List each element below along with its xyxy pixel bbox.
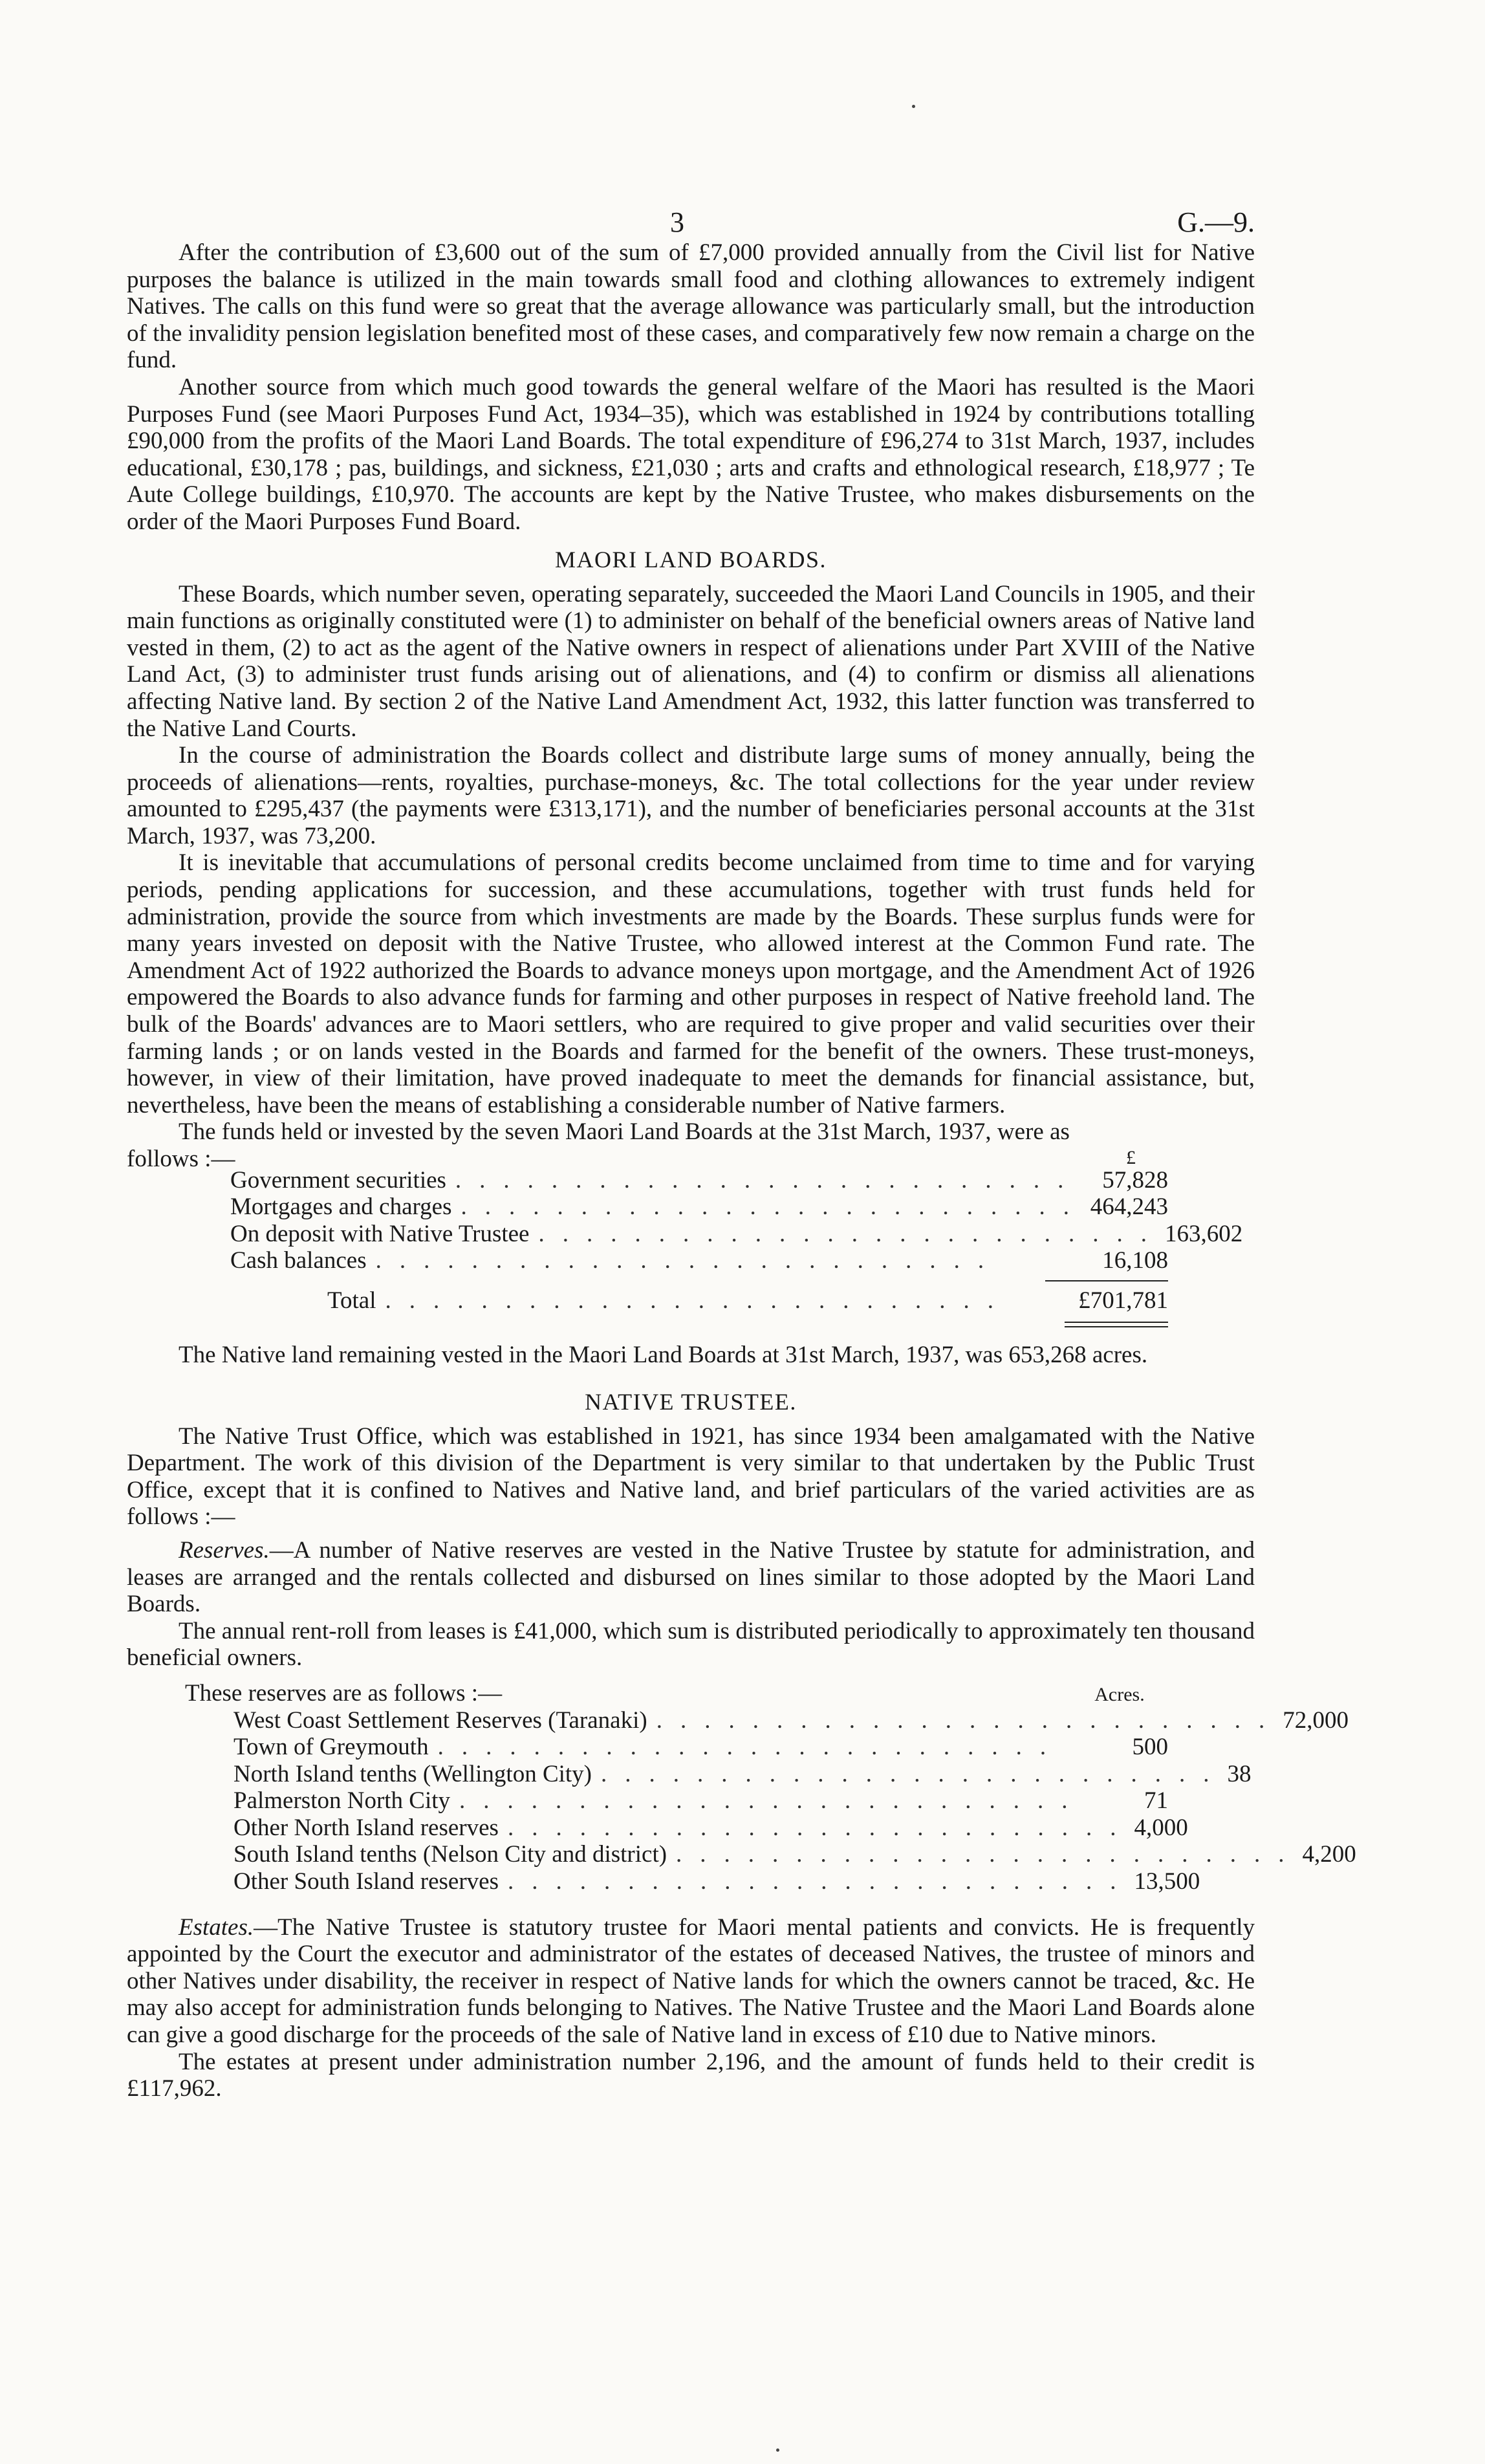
leader-dots: .......................... xyxy=(656,1706,1283,1734)
reserves-title: Reserves. xyxy=(179,1536,270,1564)
leader-dots: .......................... xyxy=(455,1166,1082,1194)
reserve-label: Other North Island reserves xyxy=(233,1814,499,1841)
leader-dots: .......................... xyxy=(385,1287,1012,1314)
ink-speck xyxy=(912,105,915,108)
reserve-acres: 4,000 xyxy=(1134,1814,1188,1841)
reserve-label: Town of Greymouth xyxy=(233,1734,429,1761)
civil-list-paragraph: After the contribution of £3,600 out of the sum of £7,000 provided annually from the Civil list for Native purposes the balance is utilized in the main towards small food and clothing allowances to extremely indigent Natives. The calls on this fund were so great that the average allowance was particularly small, but the introduction of the invalidity pension legislation benefited most of these cases, and comparatively few now remain a charge on the fund. xyxy=(127,239,1255,374)
leader-dots: .......................... xyxy=(437,1734,1065,1761)
table-row xyxy=(233,1814,1188,1841)
document-code: G.—9. xyxy=(1177,206,1255,238)
table-row xyxy=(233,1787,1168,1814)
page-header xyxy=(127,0,1255,239)
reserve-acres: 71 xyxy=(1144,1787,1168,1815)
estates-summary-paragraph: The estates at present under administration number 2,196, and the amount of funds held to their credit is £117,962. xyxy=(127,2048,1255,2102)
estates-paragraph xyxy=(127,1914,1255,2049)
leader-dots: .......................... xyxy=(375,1247,1003,1274)
leader-dots: .......................... xyxy=(507,1868,1134,1895)
leader-dots: .......................... xyxy=(538,1220,1165,1247)
fund-value: 163,602 xyxy=(1164,1220,1243,1247)
fund-value: 464,243 xyxy=(1090,1194,1168,1221)
table-row xyxy=(230,1166,1168,1194)
funds-intro-line: The funds held or invested by the seven Maori Land Boards at the 31st March, 1937, were as xyxy=(179,1118,1070,1146)
reserve-label: North Island tenths (Wellington City) xyxy=(233,1760,592,1787)
estates-text: —The Native Trustee is statutory trustee for Maori mental patients and convicts. He is frequently appointed by the Court the executor and administrator of the estates of deceased Natives, the trustee of minors and other Natives under disability, the receiver in respect of Native lands for which the owners cannot be traced, &c. He may also accept for administration funds belonging to Natives. The Native Trustee and the Maori Land Boards alone can give a good discharge for the proceeds of the sale of Native land in excess of £10 due to Native minors. xyxy=(127,1913,1255,2049)
leader-dots: .......................... xyxy=(507,1814,1134,1841)
maori-purposes-fund-paragraph: Another source from which much good towards the general welfare of the Maori has resulted is the Maori Purposes Fund (see Maori Purposes Fund Act, 1934–35), which was established in 1924 by contributions totalling £90,000 from the profits of the Maori Land Boards. The total expenditure of £96,274 to 31st March, 1937, includes educational, £30,178 ; pas, buildings, and sickness, £21,030 ; arts and crafts and ethnological research, £18,977 ; Te Aute College buildings, £10,970. The accounts are kept by the Native Trustee, who makes disbursements on the order of the Maori Purposes Fund Board. xyxy=(127,373,1255,535)
fund-label: Cash balances xyxy=(230,1247,367,1274)
leader-dots: .......................... xyxy=(461,1194,1087,1221)
boards-functions-paragraph: These Boards, which number seven, operating separately, succeeded the Maori Land Councils in 1905, and their main functions as originally constituted were (1) to administer on behalf of the beneficial owners areas of Native land vested in them, (2) to act as the agent of the Native owners in respect of alienations under Part XVIII of the Native Land Act, (3) to administer trust funds arising out of alienations, and (4) to confirm or dismiss all alienations affecting Native land. By section 2 of the Native Land Amendment Act, 1932, this latter function was transferred to the Native Land Courts. xyxy=(127,580,1255,742)
table-row xyxy=(233,1760,1252,1787)
maori-land-boards-heading: MAORI LAND BOARDS. xyxy=(554,546,827,572)
boards-investments-paragraph: It is inevitable that accumulations of personal credits become unclaimed from time to time and for varying periods, pending applications for succession, and these accumulations, together with trust funds held for administration, provide the source from which investments are made by the Boards. These surplus funds were for many years invested on deposit with the Native Trustee, who allowed interest at the Common Fund rate. The Amendment Act of 1922 authorized the Boards to advance moneys upon mortgage, and the Amendment Act of 1926 empowered the Boards to also advance funds for farming and other purposes in respect of Native freehold land. The bulk of the Boards' advances are to Maori settlers, who are required to give proper and valid securities over their farming lands ; or on lands vested in the Boards and farmed for the benefit of the owners. These trust-moneys, however, in view of their limitation, have proved inadequate to meet the demands for financial assistance, but, nevertheless, have been the means of establishing a considerable number of Native farmers. xyxy=(127,849,1255,1118)
estates-title: Estates. xyxy=(179,1913,254,1941)
table-row xyxy=(230,1193,1168,1220)
fund-label: Government securities xyxy=(230,1166,446,1194)
reserve-acres: 13,500 xyxy=(1134,1868,1200,1895)
trust-office-paragraph: The Native Trust Office, which was established in 1921, has since 1934 been amalgamated with the Native Department. The work of this division of the Department is very similar to that undertaken by the Public Trust Office, except that it is confined to Natives and Native land, and brief particulars of the varied activities are as follows :— xyxy=(127,1423,1255,1531)
funds-table xyxy=(230,1146,1243,1327)
reserves-intro: These reserves are as follows :— xyxy=(185,1679,503,1706)
native-trustee-heading: NATIVE TRUSTEE. xyxy=(585,1388,797,1415)
table-row xyxy=(230,1220,1243,1247)
leader-dots: .......................... xyxy=(601,1760,1228,1787)
reserve-label: South Island tenths (Nelson City and district) xyxy=(233,1841,667,1868)
remaining-land-paragraph: The Native land remaining vested in the Maori Land Boards at 31st March, 1937, was 653,268 acres. xyxy=(179,1341,1148,1368)
ink-speck xyxy=(776,2448,779,2452)
reserve-acres: 72,000 xyxy=(1283,1706,1349,1734)
document-page xyxy=(127,0,1356,2102)
page-number: 3 xyxy=(670,206,684,238)
funds-intro-follows: follows :— xyxy=(127,1146,235,1172)
reserves-table xyxy=(185,1679,1356,1895)
acres-unit-label: Acres. xyxy=(1094,1683,1145,1705)
table-row xyxy=(233,1840,1356,1868)
reserve-label: Palmerston North City xyxy=(233,1787,451,1815)
total-rule xyxy=(230,1280,1168,1281)
reserves-paragraph xyxy=(127,1537,1255,1618)
total-double-rule xyxy=(230,1322,1168,1327)
leader-dots: .......................... xyxy=(459,1787,1086,1815)
fund-value: 57,828 xyxy=(1102,1166,1168,1194)
boards-collections-paragraph: In the course of administration the Boards collect and distribute large sums of money annually, being the proceeds of alienations—rents, royalties, purchase-moneys, &c. The total collections for the year under review amounted to £295,437 (the payments were £313,171), and the number of beneficiaries personal accounts at the 31st March, 1937, was 73,200. xyxy=(127,742,1255,849)
reserve-label: Other South Island reserves xyxy=(233,1868,499,1895)
reserves-header xyxy=(185,1679,1168,1706)
reserve-acres: 38 xyxy=(1227,1760,1252,1787)
currency-symbol: £ xyxy=(1126,1146,1136,1168)
fund-value: 16,108 xyxy=(1102,1247,1168,1274)
reserve-acres: 4,200 xyxy=(1302,1841,1356,1868)
fund-label: Mortgages and charges xyxy=(230,1194,452,1221)
table-row xyxy=(230,1247,1168,1274)
table-row xyxy=(233,1868,1200,1895)
fund-label: On deposit with Native Trustee xyxy=(230,1220,530,1247)
total-value: £701,781 xyxy=(1078,1287,1168,1314)
reserve-label: West Coast Settlement Reserves (Taranaki) xyxy=(233,1706,647,1734)
total-label: Total xyxy=(327,1287,376,1314)
table-row xyxy=(233,1733,1168,1760)
leader-dots: .......................... xyxy=(676,1841,1303,1868)
rent-roll-paragraph: The annual rent-roll from leases is £41,000, which sum is distributed periodically to approximately ten thousand beneficial owners. xyxy=(127,1617,1255,1672)
table-row xyxy=(233,1706,1349,1734)
reserves-text: —A number of Native reserves are vested in the Native Trustee by statute for administration, and leases are arranged and the rentals collected and disbursed on lines similar to those adopted by the Maori Land Boards. xyxy=(127,1536,1255,1618)
funds-total-row xyxy=(230,1287,1168,1318)
reserve-acres: 500 xyxy=(1132,1734,1168,1761)
funds-currency-header xyxy=(230,1147,1168,1166)
